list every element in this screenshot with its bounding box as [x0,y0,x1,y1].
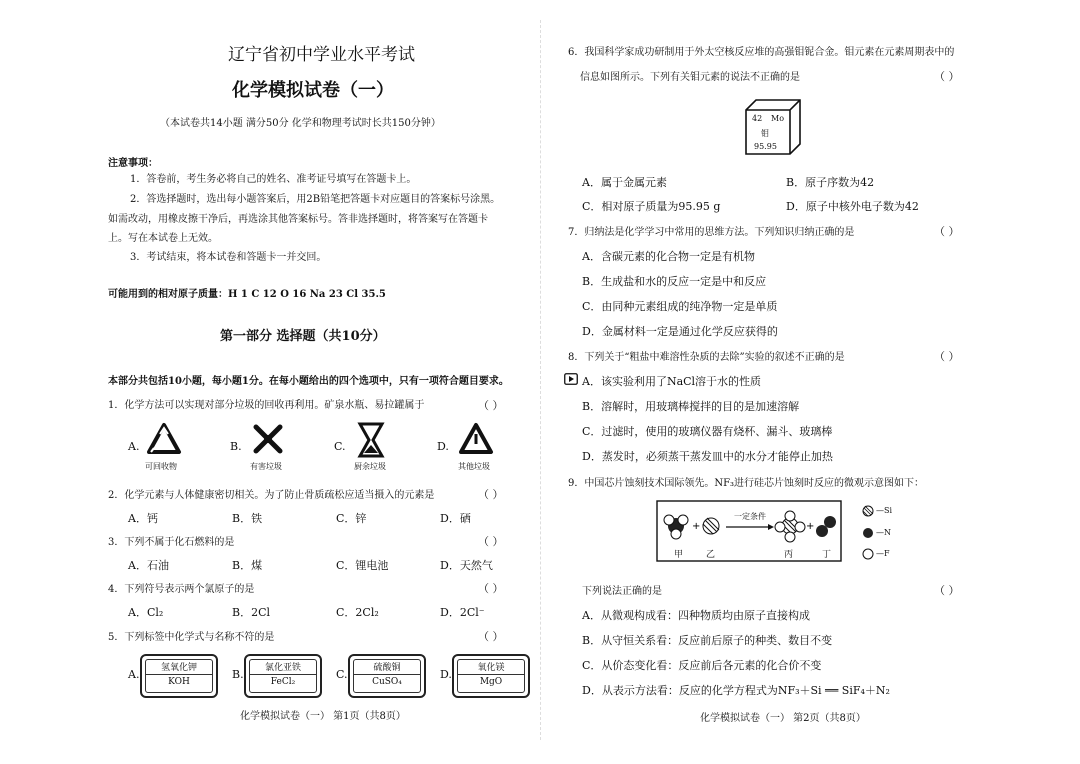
label-b-formula: FeCl₂ [270,677,296,687]
q4-option-d: D．2Cl⁻ [440,606,485,619]
label-b-name: 氯化亚铁 [264,663,301,673]
answer-paren-q7: （ ） [934,225,960,238]
reagent-label-a [140,654,218,698]
species-bing: 丙 [784,550,794,560]
q5-option-b: B. [232,668,244,681]
reaction-diagram [656,500,842,562]
q2-option-a: A．钙 [128,512,158,525]
reaction-condition: 一定条件 [734,512,766,521]
question-9: 9．中国芯片蚀刻技术国际领先。NF₃进行硅芯片蚀刻时反应的微观示意图如下： [568,478,925,489]
other-waste-icon [458,422,494,458]
atomic-mass-line: 可能用到的相对原子质量：H 1 C 12 O 16 Na 23 Cl 35.5 [108,289,386,300]
question-2: 2．化学元素与人体健康密切相关。为了防止骨质疏松应适当摄入的元素是 [108,490,435,501]
q2-option-d: D．硒 [440,512,471,525]
q1-option-a: A. [128,440,140,453]
question-4: 4．下列符号表示两个氯原子的是 [108,584,255,595]
label-c-name: 硫酸铜 [373,663,401,673]
species-jia: 甲 [674,550,684,560]
reagent-label-d [452,654,530,698]
note-line-2: 2．答选择题时，选出每小题答案后，用2B铅笔把答题卡对应题目的答案标号涂黑。 [130,194,501,205]
question-3: 3．下列不属于化石燃料的是 [108,537,235,548]
exam-header-title: 辽宁省初中学业水平考试 [228,45,415,65]
question-1: 1．化学方法可以实现对部分垃圾的回收再利用。矿泉水瓶、易拉罐属于 [108,400,425,411]
q9-option-d: D．从表示方法看：反应的化学方程式为NF₃＋Si ══ SiF₄＋N₂ [582,684,890,697]
answer-paren-q6: （ ） [934,70,960,83]
q5-option-a: A. [128,668,140,681]
q1-option-c: C. [334,440,346,453]
q2-option-b: B．铁 [232,512,263,525]
q8-option-c: C．过滤时，使用的玻璃仪器有烧杯、漏斗、玻璃棒 [582,425,833,438]
legend-si-label: —Si [876,506,893,515]
answer-paren-q9: （ ） [934,584,960,597]
reagent-label-b [244,654,322,698]
video-play-icon[interactable] [564,373,578,385]
question-6-line1: 6．我国科学家成功研制用于外太空核反应堆的高强钼铌合金。钼元素在元素周期表中的 [568,47,955,58]
question-8: 8．下列关于“粗盐中难溶性杂质的去除”实验的叙述不正确的是 [568,352,845,363]
svg-text:+: + [806,521,815,532]
element-number: 42 [752,114,763,123]
kitchen-waste-icon [356,421,386,459]
legend-si-icon [862,505,874,517]
reagent-label-c [348,654,426,698]
label-a-formula: KOH [168,677,190,687]
page-divider [540,20,541,740]
section-intro: 本部分共包括10小题，每小题1分。在每小题给出的四个选项中，只有一项符合题目要求。 [108,376,509,387]
q7-option-c: C．由同种元素组成的纯净物一定是单质 [582,300,778,313]
answer-paren-q8: （ ） [934,350,960,363]
note-line-1: 1．答卷前，考生务必将自己的姓名、准考证号填写在答题卡上。 [130,174,417,185]
q1-option-d: D. [437,440,449,453]
q4-option-b: B．2Cl [232,606,271,619]
question-5: 5．下列标签中化学式与名称不符的是 [108,632,275,643]
element-name: 钼 [761,129,769,138]
notes-title: 注意事项： [108,158,158,169]
q8-option-d: D．蒸发时，必须蒸干蒸发皿中的水分才能停止加热 [582,450,833,463]
q5-option-d: D. [440,668,452,681]
question-7: 7．归纳法是化学学习中常用的思维方法。下列知识归纳正确的是 [568,227,855,238]
left-page-footer: 化学模拟试卷（一） 第1页（共8页） [240,711,406,722]
q1-label-c: 厨余垃圾 [354,462,386,471]
paper-subtitle: （本试卷共14小题 满分50分 化学和物理考试时长共150分钟） [160,118,441,129]
q7-option-d: D．金属材料一定是通过化学反应获得的 [582,325,778,338]
question-6-line2: 信息如图所示。下列有关钼元素的说法不正确的是 [580,72,800,83]
legend-n-label: —N [876,528,891,537]
q5-option-c: C. [336,668,348,681]
q7-option-a: A．含碳元素的化合物一定是有机物 [582,250,755,263]
q4-option-c: C．2Cl₂ [336,606,379,619]
q9-option-c: C．从价态变化看：反应前后各元素的化合价不变 [582,659,822,672]
answer-paren-q1: （ ） [478,399,504,412]
q8-option-b: B．溶解时，用玻璃棒搅拌的目的是加速溶解 [582,400,800,413]
q2-option-c: C．锌 [336,512,367,525]
species-yi: 乙 [706,550,716,560]
q7-option-b: B．生成盐和水的反应一定是中和反应 [582,275,767,288]
q4-option-a: A．Cl₂ [128,606,164,619]
legend-f-icon [862,548,874,560]
right-page-footer: 化学模拟试卷（一） 第2页（共8页） [700,713,866,724]
label-c-formula: CuSO₄ [372,677,402,687]
q1-option-b: B. [230,440,242,453]
q3-option-b: B．煤 [232,559,263,572]
q3-option-d: D．天然气 [440,559,493,572]
svg-text:+: + [692,521,701,532]
q1-label-d: 其他垃圾 [458,462,490,471]
answer-paren-q3: （ ） [478,535,504,548]
q9-option-a: A．从微观构成看：四种物质均由原子直接构成 [582,609,810,622]
answer-paren-q4: （ ） [478,582,504,595]
answer-paren-q2: （ ） [478,488,504,501]
hazardous-waste-icon [251,422,285,458]
section-title: 第一部分 选择题（共10分） [220,329,386,344]
note-line-4: 上。写在本试卷上无效。 [108,233,218,244]
q6-option-d: D．原子中核外电子数为42 [786,200,919,213]
q1-label-b: 有害垃圾 [250,462,282,471]
label-a-name: 氢氧化钾 [160,663,197,673]
note-line-3: 如需改动，用橡皮擦干净后，再选涂其他答案标号。答非选择题时，将答案写在答题卡 [108,214,488,225]
q3-option-a: A．石油 [128,559,169,572]
species-ding: 丁 [822,550,832,560]
element-mass: 95.95 [754,142,777,151]
answer-paren-q5: （ ） [478,630,504,643]
note-line-5: 3．考试结束，将本试卷和答题卡一并交回。 [130,252,327,263]
question-9-ask: 下列说法正确的是 [582,586,662,597]
q6-option-a: A．属于金属元素 [582,176,667,189]
paper-title: 化学模拟试卷（一） [232,80,394,101]
q6-option-c: C．相对原子质量为95.95 g [582,200,721,213]
element-symbol: Mo [771,114,785,123]
legend-n-icon [862,527,874,539]
legend-f-label: —F [876,549,890,558]
q1-label-a: 可回收物 [145,462,177,471]
q3-option-c: C．锂电池 [336,559,389,572]
recyclable-icon [146,422,182,458]
label-d-formula: MgO [479,677,503,687]
q8-option-a: A．该实验利用了NaCl溶于水的性质 [582,375,762,388]
q6-option-b: B．原子序数为42 [786,176,875,189]
q9-option-b: B．从守恒关系看：反应前后原子的种类、数目不变 [582,634,833,647]
label-d-name: 氧化镁 [477,663,505,673]
